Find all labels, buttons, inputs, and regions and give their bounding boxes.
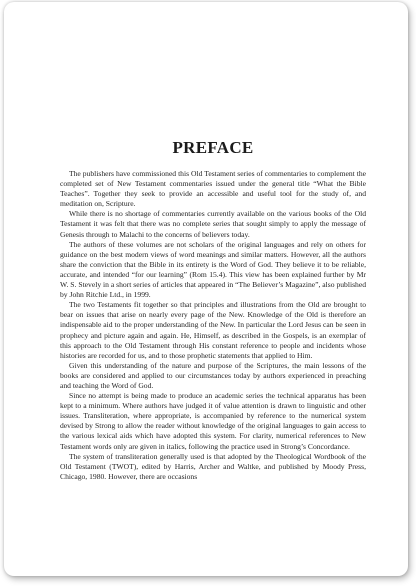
paragraph-4: The two Testaments fit together so that principles and illustrations from the Old are brought to bear on issues that arise on nearly every page of the New. Knowledge of the Old is therefore an indispensable aid to the proper understanding of the New. In particular the Lord Jesus can be seen in prophecy and picture again and again. He, Himself, as described in the Gospels, is an exemplar of this approach to the Old Testament through His constant reference to people and incidents whose histories are recorded for us, and to those prophetic statements that applied to Him. xyxy=(60,300,366,360)
paragraph-5: Given this understanding of the nature and purpose of the Scriptures, the main lessons of the books are considered and applied to our circumstances today by authors experienced in preaching and teaching the Word of God. xyxy=(60,360,366,390)
paragraph-3: The authors of these volumes are not scholars of the original languages and rely on others for guidance on the best modern views of word meanings and similar matters. However, all the authors share the conviction that the Bible in its entirety is the Word of God. They believe it to be reliable, accurate, and intended “for our learning” (Rom 15.4). This view has been explained further by Mr W. S. Stevely in a short series of articles that appeared in “The Believer’s Magazine”, also published by John Ritchie Ltd., in 1999. xyxy=(60,239,366,300)
book-page xyxy=(4,2,408,576)
paragraph-7: The system of transliteration generally used is that adopted by the Theological Wordbook of the Old Testament (TWOT), edited by Harris, Archer and Waltke, and published by Moody Press, Chicago, 1980. However, there are occasions xyxy=(60,451,366,481)
paragraph-1: The publishers have commissioned this Old Testament series of commentaries to complement the completed set of New Testament commentaries issued under the general title “What the Bible Teaches”. Together they seek to provide an accessible and useful tool for the study of, and meditation on, Scripture. xyxy=(60,169,366,209)
paragraph-2: While there is no shortage of commentaries currently available on the various books of the Old Testament it was felt that there was no complete series that sought simply to apply the message of Genesis through to Malachi to the concerns of believers today. xyxy=(60,209,366,239)
paragraph-6: Since no attempt is being made to produce an academic series the technical apparatus has been kept to a minimum. Where authors have judged it of value attention is drawn to linguistic and other issues. Transliteration, where appropriate, is accompanied by reference to the numerical system devised by Strong to allow the reader without knowledge of the original languages to gain access to the various lexical aids which have adopted this system. For clarity, numerical references to New Testament words only are given in italics, following the practice used in Strong’s Concordance. xyxy=(60,391,366,451)
page-content xyxy=(60,138,366,482)
page-title: PREFACE xyxy=(172,138,254,157)
